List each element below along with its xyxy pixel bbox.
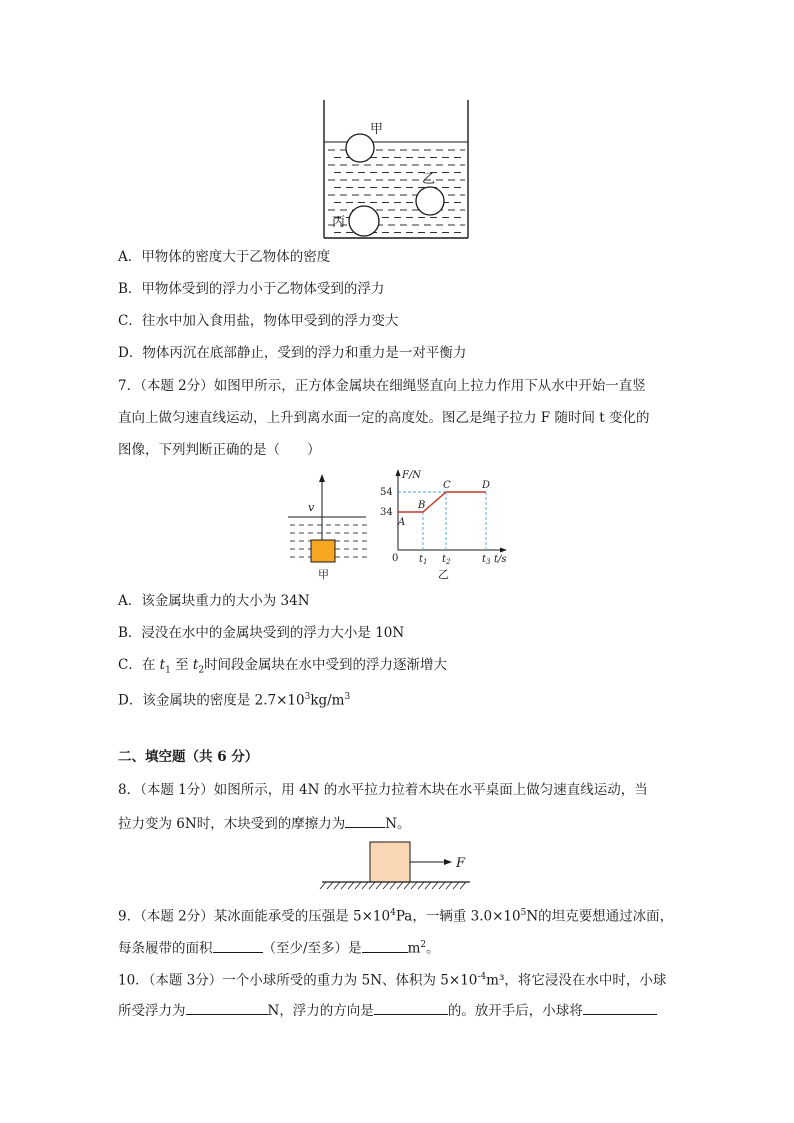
section-2-heading: 二、填空题（共 6 分）	[118, 749, 259, 765]
q6-container-figure	[318, 98, 478, 243]
table-hatch	[432, 882, 438, 889]
table-hatch	[411, 882, 417, 889]
q7-option-d-unit: kg/m	[310, 692, 345, 709]
table-hatch	[348, 882, 354, 889]
q8-line2-prefix: 拉力变为 6N时，木块受到的摩擦力为	[118, 816, 346, 832]
q10-stem-line2	[118, 1000, 657, 1020]
label-jia: 甲	[370, 122, 384, 137]
q7-option-c-t1: t	[159, 657, 166, 673]
point-d: D	[482, 480, 491, 491]
q10-blank-2[interactable]	[374, 1000, 448, 1015]
q9-blank-1[interactable]	[213, 938, 263, 953]
point-a: A	[398, 517, 406, 528]
q7-option-c-mid: 至	[170, 657, 193, 673]
q7-option-d-exp: 3	[304, 692, 311, 702]
q7-option-c	[118, 656, 447, 680]
table-hatch	[460, 882, 466, 889]
q7-option-d-prefix: D．该金属块的密度是 2.7×10	[118, 692, 305, 709]
q10-blank-1[interactable]	[186, 1000, 268, 1015]
table-hatch	[320, 882, 326, 889]
q9-stem-line1	[118, 904, 673, 926]
q9-line2-exp: 2	[420, 940, 427, 950]
q7-option-c-t1-sub: 1	[165, 665, 171, 676]
q9-line2-mid: （至少/至多）是	[262, 940, 362, 957]
q7-stem-line2: 直向上做匀速直线运动，上升到离水面一定的高度处。图乙是绳子拉力 F 随时间 t 变化的	[118, 410, 650, 426]
force-time-line	[398, 492, 486, 512]
velocity-label: v	[308, 501, 315, 514]
q9-line2-prefix: 每条履带的面积	[118, 940, 213, 957]
ball-jia	[346, 134, 374, 162]
q6-option-d: D．物体丙沉在底部静止，受到的浮力和重力是一对平衡力	[118, 345, 467, 361]
q7-option-c-prefix: C．在	[118, 657, 160, 673]
table-hatch	[404, 882, 410, 889]
q9-line1-exp2: 5	[520, 908, 527, 918]
table-hatch	[355, 882, 361, 889]
q10-stem-line1	[118, 968, 666, 990]
q10-line1-exp: -4	[477, 972, 487, 982]
caption-yi: 乙	[438, 568, 449, 581]
point-c: C	[443, 480, 451, 491]
q7-stem-line1: 7．（本题 2分）如图甲所示，正方体金属块在细绳竖直向上拉力作用下从水中开始一直竖	[118, 378, 646, 394]
q10-line2-a: 所受浮力为	[118, 1003, 186, 1019]
label-bing: 丙	[332, 215, 346, 230]
x-tick-t2: $t_2$	[442, 554, 451, 566]
y-tick-54: 54	[380, 487, 393, 498]
label-yi: 乙	[422, 172, 436, 187]
q8-block-figure	[318, 840, 478, 892]
q9-line1-prefix: 9．（本题 2分）某冰面能承受的压强是 5×10	[118, 908, 391, 925]
q10-line2-c: 的。放开手后，小球将	[447, 1003, 583, 1019]
q9-line2-end: 。	[426, 940, 440, 957]
q10-blank-3[interactable]	[583, 1000, 657, 1015]
q8-answer-blank[interactable]	[345, 813, 385, 828]
table-hatch	[439, 882, 445, 889]
q8-stem-line1: 8．（本题 1分）如图所示，用 4N 的水平拉力拉着木块在水平桌面上做匀速直线运动，当	[118, 782, 648, 798]
caption-jia: 甲	[318, 568, 329, 581]
q6-option-a: A．甲物体的密度大于乙物体的密度	[118, 249, 331, 265]
table-hatch	[369, 882, 375, 889]
point-b: B	[418, 500, 426, 511]
x-tick-t1: $t_1$	[419, 554, 428, 566]
origin-label: 0	[392, 553, 399, 564]
y-axis-label: F/N	[402, 470, 422, 481]
table-hatch	[327, 882, 333, 889]
q7-option-b: B．浸没在水中的金属块受到的浮力大小是 10N	[118, 625, 405, 641]
q10-line1-suffix: m³，将它浸没在水中时，小球	[486, 972, 667, 989]
force-label: F	[456, 856, 466, 871]
q9-line2-suffix: m	[407, 940, 421, 957]
q8-stem-line2	[118, 813, 411, 833]
q7-figure-yi	[376, 464, 516, 584]
q7-stem-line3: 图像，下列判断正确的是（ ）	[118, 442, 321, 458]
table-hatch	[418, 882, 424, 889]
table-hatch	[397, 882, 403, 889]
q9-line1-suffix: N的坦克要想通过冰面，	[526, 908, 674, 925]
q10-line1-prefix: 10．（本题 3分）一个小球所受的重力为 5N、体积为 5×10	[118, 972, 478, 989]
q7-option-a: A．该金属块重力的大小为 34N	[118, 593, 310, 609]
wooden-block	[370, 842, 410, 882]
table-hatch	[383, 882, 389, 889]
q7-option-c-t2: t	[192, 657, 199, 673]
x-tick-t3: $t_3$	[482, 554, 491, 566]
table-hatch	[390, 882, 396, 889]
table-hatch	[376, 882, 382, 889]
table-hatch	[446, 882, 452, 889]
q10-line2-b: N，浮力的方向是	[267, 1003, 374, 1019]
q6-option-b: B．甲物体受到的浮力小于乙物体受到的浮力	[118, 281, 385, 297]
ball-bing	[349, 206, 379, 236]
q7-option-d	[118, 688, 350, 710]
q7-option-c-suffix: 时间段金属块在水中受到的浮力逐渐增大	[204, 657, 448, 673]
q7-figure-jia	[282, 474, 372, 586]
q9-stem-line2	[118, 936, 440, 958]
q8-line2-suffix: N。	[385, 816, 411, 832]
q9-blank-2[interactable]	[362, 938, 408, 953]
q6-option-c: C．往水中加入食用盐，物体甲受到的浮力变大	[118, 313, 399, 329]
q9-line1-exp1: 4	[390, 908, 396, 918]
q7-option-d-unit-exp: 3	[344, 692, 351, 702]
table-hatch	[362, 882, 368, 889]
table-hatch	[425, 882, 431, 889]
ball-yi	[416, 187, 444, 215]
table-hatch	[334, 882, 340, 889]
x-axis-label: t/s	[494, 554, 507, 565]
y-tick-34: 34	[380, 507, 393, 518]
q7-option-c-t2-sub: 2	[198, 665, 205, 676]
metal-block	[311, 540, 335, 562]
q9-line1-mid: Pa，一辆重 3.0×10	[395, 908, 521, 925]
table-hatch	[341, 882, 347, 889]
table-hatch	[453, 882, 459, 889]
